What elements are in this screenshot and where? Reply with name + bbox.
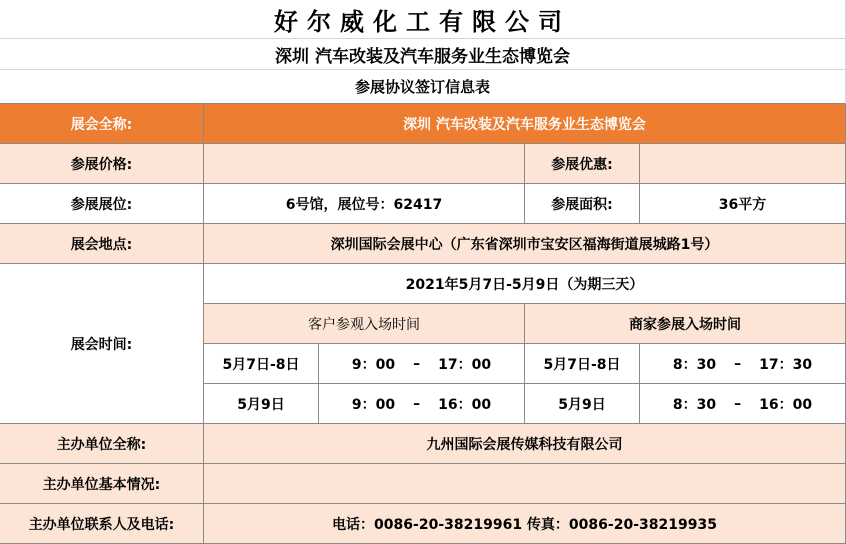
exhibitor-time-header: 商家参展入场时间: [525, 304, 846, 344]
visitor-dash-1: –: [413, 355, 421, 372]
exhibitor-hours-2[interactable]: [640, 384, 846, 424]
venue-label: 展会地点:: [0, 224, 204, 264]
organizer-info-value[interactable]: [204, 464, 846, 504]
exhibitor-dash-2: –: [734, 395, 742, 412]
visitor-dash-2: –: [413, 395, 421, 412]
date-range[interactable]: 2021年5月7日-5月9日（为期三天）: [204, 264, 846, 304]
visitor-time-header: 客户参观入场时间: [204, 304, 525, 344]
visitor-end-2: 16：00: [438, 396, 492, 413]
time-label: 展会时间:: [0, 264, 204, 424]
area-label: 参展面积:: [525, 184, 640, 224]
exhibitor-dash-1: –: [734, 355, 742, 372]
visitor-date-2[interactable]: 5月9日: [204, 384, 319, 424]
organizer-info-label: 主办单位基本情况:: [0, 464, 204, 504]
exhibitor-hours-1[interactable]: [640, 344, 846, 384]
company-title: 好尔威化工有限公司: [0, 0, 846, 39]
exhibitor-end-2: 16：00: [759, 396, 813, 413]
exhibitor-date-1[interactable]: 5月7日-8日: [525, 344, 640, 384]
booth-value[interactable]: 6号馆，展位号：62417: [204, 184, 525, 224]
visitor-hours-2[interactable]: [319, 384, 525, 424]
exhibitor-end-1: 17：30: [759, 356, 813, 373]
discount-value[interactable]: [640, 144, 846, 184]
contact-value[interactable]: 电话：0086-20-38219961 传真：0086-20-38219935: [204, 504, 846, 544]
booth-label: 参展展位:: [0, 184, 204, 224]
visitor-date-1[interactable]: 5月7日-8日: [204, 344, 319, 384]
price-label: 参展价格:: [0, 144, 204, 184]
visitor-hours-1[interactable]: [319, 344, 525, 384]
price-value[interactable]: [204, 144, 525, 184]
exhibitor-start-1: 8：30: [672, 356, 717, 373]
exhibitor-date-2[interactable]: 5月9日: [525, 384, 640, 424]
area-value[interactable]: 36平方: [640, 184, 846, 224]
expo-title: 深圳 汽车改装及汽车服务业生态博览会: [0, 39, 846, 70]
exhibitor-start-2: 8：30: [672, 396, 717, 413]
visitor-start-1: 9：00: [351, 356, 396, 373]
discount-label: 参展优惠:: [525, 144, 640, 184]
visitor-end-1: 17：00: [438, 356, 492, 373]
form-title: 参展协议签订信息表: [0, 70, 846, 104]
venue-value[interactable]: 深圳国际会展中心（广东省深圳市宝安区福海街道展城路1号）: [204, 224, 846, 264]
contact-label: 主办单位联系人及电话:: [0, 504, 204, 544]
organizer-label: 主办单位全称:: [0, 424, 204, 464]
full-name-value[interactable]: 深圳 汽车改装及汽车服务业生态博览会: [204, 104, 846, 144]
organizer-value[interactable]: 九州国际会展传媒科技有限公司: [204, 424, 846, 464]
visitor-start-2: 9：00: [351, 396, 396, 413]
full-name-label: 展会全称:: [0, 104, 204, 144]
